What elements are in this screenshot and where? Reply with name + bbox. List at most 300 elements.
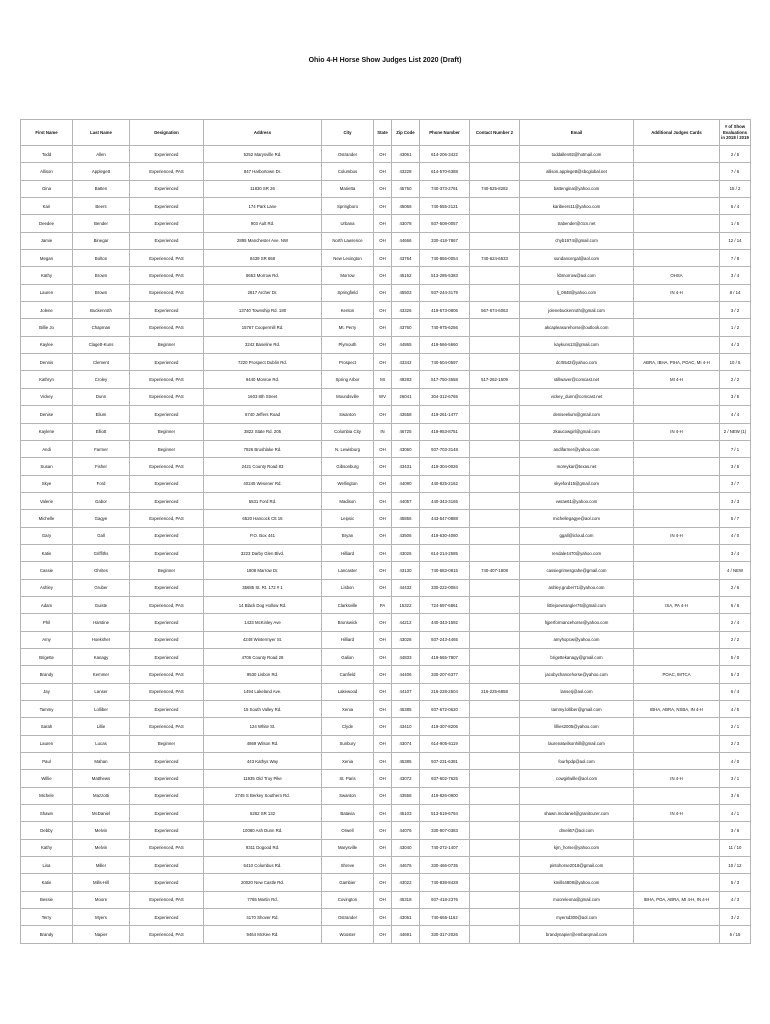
table-cell: OH — [374, 666, 392, 683]
table-cell: Experienced — [130, 701, 204, 718]
table-cell: Experienced — [130, 770, 204, 787]
table-cell: 740-683-0815 — [420, 562, 470, 579]
table-cell: jolenebuckenroth@gmail.com — [520, 302, 634, 319]
table-cell: 46725 — [392, 423, 420, 440]
table-row — [21, 787, 751, 804]
table-cell: Experienced — [130, 909, 204, 926]
table-cell: akcapleasurehorse@outlook.com — [520, 319, 634, 336]
table-cell: OH — [374, 822, 392, 839]
table-cell: Allen — [73, 146, 130, 163]
table-cell: 14 Black Dog Hollow Rd. — [204, 596, 322, 613]
table-cell: Susan — [21, 458, 73, 475]
table-cell: 44691 — [392, 926, 420, 943]
table-cell — [634, 406, 720, 423]
table-cell: Experienced — [130, 648, 204, 665]
table-cell: myersd300@aol.com — [520, 909, 634, 926]
table-cell: 44076 — [392, 822, 420, 839]
table-cell: 8439 SR 668 — [204, 250, 322, 267]
table-cell: Kaylee — [21, 336, 73, 353]
table-cell: 44090 — [392, 475, 420, 492]
table-cell: OH — [374, 319, 392, 336]
table-cell: Jay — [21, 683, 73, 700]
table-cell: Andi — [21, 440, 73, 457]
table-body — [21, 146, 751, 944]
table-row — [21, 857, 751, 874]
table-cell: skyeford15@gmail.com — [520, 475, 634, 492]
table-cell: 847 Harbortown Dr. — [204, 163, 322, 180]
table-cell: 13740 Township Rd. 180 — [204, 302, 322, 319]
table-cell — [470, 198, 520, 215]
table-cell: Experienced — [130, 614, 204, 631]
table-cell — [470, 215, 520, 232]
table-cell: 43228 — [392, 163, 420, 180]
table-cell: IN — [374, 423, 392, 440]
table-cell — [470, 839, 520, 856]
table-cell: 419-307-8206 — [420, 718, 470, 735]
table-cell: 7220 Prospect Dublin Rd. — [204, 354, 322, 371]
table-cell: Mazzotti — [73, 787, 130, 804]
table-cell: OH — [374, 874, 392, 891]
table-cell: OH — [374, 718, 392, 735]
table-cell — [470, 163, 520, 180]
table-cell: dmeli67@aol.com — [520, 822, 634, 839]
table-cell: OH — [374, 250, 392, 267]
table-cell: Kathryn — [21, 371, 73, 388]
table-cell: Cassie — [21, 562, 73, 579]
table-cell: Lakewood — [322, 683, 374, 700]
table-cell: 43022 — [392, 874, 420, 891]
table-cell: OH — [374, 909, 392, 926]
table-cell: allison.applegett@sbcglobal.net — [520, 163, 634, 180]
table-cell: Lillie — [73, 718, 130, 735]
table-cell: 614-214-2585 — [420, 544, 470, 561]
table-cell: Ashley — [21, 579, 73, 596]
table-cell: Experienced — [130, 354, 204, 371]
table-cell: 15767 Coopermill Rd. — [204, 319, 322, 336]
table-cell — [470, 492, 520, 509]
table-row — [21, 874, 751, 891]
table-cell: 419-304-0026 — [420, 458, 470, 475]
table-cell: 7765 Martin Rd. — [204, 891, 322, 908]
table-cell: IN 4-H — [634, 770, 720, 787]
table-cell: Bessie — [21, 891, 73, 908]
table-cell: Billie Jo — [21, 319, 73, 336]
table-cell: 937-672-0620 — [420, 701, 470, 718]
table-cell: 3 / 1 — [720, 770, 751, 787]
table-cell: 43040 — [392, 839, 420, 856]
table-cell: 2 / 1 — [720, 718, 751, 735]
table-cell: OH — [374, 336, 392, 353]
table-cell: Urbana — [322, 215, 374, 232]
table-cell: 513-285-5383 — [420, 267, 470, 284]
table-cell: OH — [374, 510, 392, 527]
table-cell: Gabor — [73, 492, 130, 509]
table-cell: Experienced — [130, 753, 204, 770]
table-row — [21, 319, 751, 336]
table-cell: Experienced, PAS — [130, 163, 204, 180]
table-cell: ABRA, IBHA, PtHA, POAC, MI 4-H — [634, 354, 720, 371]
table-cell: Chapman — [73, 319, 130, 336]
table-cell — [634, 492, 720, 509]
table-cell: 937-231-6381 — [420, 753, 470, 770]
table-cell: Experienced, PAS — [130, 596, 204, 613]
table-cell: Brown — [73, 284, 130, 301]
table-cell — [634, 839, 720, 856]
table-cell: Spring Arbor — [322, 371, 374, 388]
table-cell: 2 / 3 — [720, 735, 751, 752]
table-cell: 2 / 2 — [720, 371, 751, 388]
table-cell: 614-206-3422 — [420, 146, 470, 163]
table-cell: chyb1974@gmail.com — [520, 232, 634, 249]
table-cell: 740-666-1162 — [420, 909, 470, 926]
table-cell: Brown — [73, 267, 130, 284]
table-cell: Griffiths — [73, 544, 130, 561]
table-cell: 4 / 0 — [720, 527, 751, 544]
column-header: State — [374, 120, 392, 146]
table-row — [21, 735, 751, 752]
table-cell: 11935 Old Troy Pike — [204, 770, 322, 787]
table-cell: 11830 SR 26 — [204, 180, 322, 197]
table-cell: 49283 — [392, 371, 420, 388]
table-row — [21, 839, 751, 856]
table-cell: Clagett-Kuns — [73, 336, 130, 353]
table-cell: Experienced, PAS — [130, 683, 204, 700]
table-cell: OH — [374, 146, 392, 163]
table-cell — [470, 718, 520, 735]
table-cell: Kathy — [21, 267, 73, 284]
table-cell — [470, 579, 520, 596]
table-cell — [634, 579, 720, 596]
table-cell: Lolliber — [73, 701, 130, 718]
table-cell: 740-624-6633 — [470, 250, 520, 267]
table-cell: IN 4-H — [634, 805, 720, 822]
table-cell: 45318 — [392, 891, 420, 908]
table-cell: IBHA, POA, ABRA, MI 4-H, IN 4-H — [634, 891, 720, 908]
table-cell: Experienced — [130, 492, 204, 509]
table-cell: Experienced — [130, 544, 204, 561]
table-cell: 330-907-0383 — [420, 822, 470, 839]
table-cell: 3 / 4 — [720, 544, 751, 561]
table-cell: Mt. Perry — [322, 319, 374, 336]
table-cell: 3 / 2 — [720, 302, 751, 319]
table-cell: Skye — [21, 475, 73, 492]
table-cell: 45103 — [392, 805, 420, 822]
table-cell: Ostrander — [322, 146, 374, 163]
table-cell — [634, 440, 720, 457]
table-row — [21, 475, 751, 492]
table-cell: 304-312-6765 — [420, 388, 470, 405]
table-cell: dcr5542@yahoo.com — [520, 354, 634, 371]
table-cell: OH — [374, 527, 392, 544]
table-cell — [470, 544, 520, 561]
table-cell: OH — [374, 770, 392, 787]
table-cell: Swanton — [322, 406, 374, 423]
table-cell: 330-207-6377 — [420, 666, 470, 683]
table-cell: 9311 Dogood Rd. — [204, 839, 322, 856]
table-cell: OH — [374, 805, 392, 822]
table-cell — [470, 146, 520, 163]
table-cell: 567-674-6063 — [470, 302, 520, 319]
table-cell: Paul — [21, 753, 73, 770]
table-cell: Experienced, PAS — [130, 267, 204, 284]
table-cell: Springfield — [322, 284, 374, 301]
table-cell: Lisa — [21, 857, 73, 874]
table-cell: OH — [374, 579, 392, 596]
table-cell: 419-565-7807 — [420, 648, 470, 665]
table-cell: 330-466-0735 — [420, 857, 470, 874]
table-cell: 3 / 5 — [720, 458, 751, 475]
table-cell — [470, 701, 520, 718]
table-cell: Ostrander — [322, 909, 374, 926]
table-row — [21, 683, 751, 700]
column-header: Email — [520, 120, 634, 146]
table-cell — [634, 787, 720, 804]
table-cell: 3 / 4 — [720, 267, 751, 284]
table-cell: 3 / 6 — [720, 822, 751, 839]
table-cell: 517-750-3558 — [420, 371, 470, 388]
table-cell: Kemmer — [73, 666, 130, 683]
table-cell: Bolton — [73, 250, 130, 267]
table-cell: 3223 Darby Glen Blvd. — [204, 544, 322, 561]
table-cell — [470, 805, 520, 822]
table-row — [21, 926, 751, 943]
table-cell: hjperformancehorse@yahoo.com — [520, 614, 634, 631]
table-cell: OH — [374, 544, 392, 561]
table-cell: 1603 8th Street — [204, 388, 322, 405]
table-cell: 3 / 6 — [720, 787, 751, 804]
table-cell: kjm_horse@yahoo.com — [520, 839, 634, 856]
table-cell: Experienced, PAS — [130, 666, 204, 683]
table-cell: 1433 McKinley Ave — [204, 614, 322, 631]
table-cell — [634, 822, 720, 839]
table-cell: Adam — [21, 596, 73, 613]
table-cell — [634, 718, 720, 735]
table-cell: Brandy — [21, 926, 73, 943]
table-cell: Ghrites — [73, 562, 130, 579]
table-row — [21, 527, 751, 544]
table-cell: Todd — [21, 146, 73, 163]
table-cell — [520, 787, 634, 804]
table-cell: 2 / 5 — [720, 146, 751, 163]
table-cell: 4 / 0 — [720, 753, 751, 770]
table-cell: OH — [374, 683, 392, 700]
table-cell: Bender — [73, 215, 130, 232]
table-cell: 43026 — [392, 544, 420, 561]
table-cell: 45503 — [392, 284, 420, 301]
table-row — [21, 284, 751, 301]
table-cell: Experienced — [130, 857, 204, 874]
table-cell: 513-519-6794 — [420, 805, 470, 822]
table-cell — [470, 666, 520, 683]
table-row — [21, 354, 751, 371]
table-cell: Lauren — [21, 735, 73, 752]
table-cell: Fisher — [73, 458, 130, 475]
table-cell: Hoeksher — [73, 631, 130, 648]
table-cell: Brigette — [21, 648, 73, 665]
table-cell: 20020 New Castle Rd. — [204, 874, 322, 891]
table-cell: 740-407-1808 — [470, 562, 520, 579]
table-cell: Batten — [73, 180, 130, 197]
table-cell: OH — [374, 215, 392, 232]
table-cell: 44666 — [392, 232, 420, 249]
table-cell: 26041 — [392, 388, 420, 405]
table-cell: 4706 County Road 28 — [204, 648, 322, 665]
table-cell: Beers — [73, 198, 130, 215]
table-cell: 8653 Morrow Rd. — [204, 267, 322, 284]
table-cell: 43760 — [392, 319, 420, 336]
table-cell: OH — [374, 406, 392, 423]
column-header: Phone Number — [420, 120, 470, 146]
table-cell: 740-838-8428 — [420, 874, 470, 891]
table-cell: Madison — [322, 492, 374, 509]
table-cell: 1 / 2 — [720, 319, 751, 336]
table-cell: Experienced — [130, 805, 204, 822]
table-cell: Experienced — [130, 874, 204, 891]
table-cell: OH — [374, 648, 392, 665]
table-cell: Beginner — [130, 336, 204, 353]
table-cell: 124 White St. — [204, 718, 322, 735]
table-cell: Experienced — [130, 579, 204, 596]
table-cell: 937-703-3148 — [420, 440, 470, 457]
table-cell: 7926 Brushlake Rd. — [204, 440, 322, 457]
table-cell: tammy.lolliber@gmail.com — [520, 701, 634, 718]
table-cell: 740-272-1407 — [420, 839, 470, 856]
table-cell: OH — [374, 440, 392, 457]
table-row — [21, 701, 751, 718]
table-cell: Orwell — [322, 822, 374, 839]
table-cell: 2895 Manchester Ave. NW — [204, 232, 322, 249]
table-row — [21, 666, 751, 683]
table-cell: Debby — [21, 822, 73, 839]
table-cell — [634, 562, 720, 579]
table-cell: Jolene — [21, 302, 73, 319]
table-row — [21, 562, 751, 579]
table-cell — [634, 458, 720, 475]
table-cell: Allison — [21, 163, 73, 180]
table-cell: OH — [374, 857, 392, 874]
table-cell: Gibsonburg — [322, 458, 374, 475]
table-cell: OH — [374, 891, 392, 908]
table-cell: Shawn — [21, 805, 73, 822]
table-cell: 44107 — [392, 683, 420, 700]
table-cell: Dunn — [73, 388, 130, 405]
table-cell — [470, 787, 520, 804]
table-cell: Lanser — [73, 683, 130, 700]
table-cell: Experienced, PAS — [130, 388, 204, 405]
table-cell: 45152 — [392, 267, 420, 284]
table-cell — [470, 822, 520, 839]
table-header-row — [21, 120, 751, 146]
table-cell: 216-228-2504 — [420, 683, 470, 700]
table-cell: 7 / 8 — [720, 250, 751, 267]
table-cell: vickey_dunn@comcast.net — [520, 388, 634, 405]
table-row — [21, 596, 751, 613]
table-cell: 6 / 4 — [720, 198, 751, 215]
table-cell — [634, 735, 720, 752]
table-cell — [470, 891, 520, 908]
table-cell: ggall@icloud.com — [520, 527, 634, 544]
table-cell: 43072 — [392, 770, 420, 787]
table-cell: 10 / 5 — [720, 354, 751, 371]
table-cell: pintohorse2018@gmail.com — [520, 857, 634, 874]
table-cell — [634, 648, 720, 665]
table-cell: 614-570-6388 — [420, 163, 470, 180]
table-cell: brigettekanagy@gmail.com — [520, 648, 634, 665]
table-cell: vwrae61@yahoo.com — [520, 492, 634, 509]
table-cell: Experienced, PAS — [130, 284, 204, 301]
column-header: Zip Code — [392, 120, 420, 146]
table-cell: 440-343-1592 — [420, 614, 470, 631]
table-cell: 12 / 14 — [720, 232, 751, 249]
table-cell: WV — [374, 388, 392, 405]
table-cell: andifarmer@yahoo.com — [520, 440, 634, 457]
table-cell: 7 / 1 — [720, 440, 751, 457]
table-cell: Experienced — [130, 146, 204, 163]
table-cell: Elium — [73, 406, 130, 423]
table-cell: 740-555-2121 — [420, 198, 470, 215]
table-cell: Experienced — [130, 822, 204, 839]
table-row — [21, 648, 751, 665]
table-cell: 2 / 2 — [720, 631, 751, 648]
table-row — [21, 891, 751, 908]
table-cell: Sunbury — [322, 735, 374, 752]
table-cell: 937-418-2376 — [420, 891, 470, 908]
table-cell: Farmer — [73, 440, 130, 457]
table-cell: Mills-Hill — [73, 874, 130, 891]
table-cell: Kenton — [322, 302, 374, 319]
table-cell: OH — [374, 180, 392, 197]
table-cell: IN 4-H — [634, 284, 720, 301]
table-row — [21, 146, 751, 163]
table-cell: Shreve — [322, 857, 374, 874]
table-cell — [634, 753, 720, 770]
table-cell: 517-262-1509 — [470, 371, 520, 388]
table-cell: St. Paris — [322, 770, 374, 787]
column-header: First Name — [21, 120, 73, 146]
table-cell: Experienced, PAS — [130, 926, 204, 943]
table-cell: sundancergal@aol.com — [520, 250, 634, 267]
table-cell: OH — [374, 839, 392, 856]
table-cell: Lancaster — [322, 562, 374, 579]
table-cell: 4170 Shover Rd. — [204, 909, 322, 926]
table-cell: 419-673-0806 — [420, 302, 470, 319]
table-cell: OH — [374, 284, 392, 301]
table-cell: Gina — [21, 180, 73, 197]
table-cell: Experienced — [130, 475, 204, 492]
table-cell: 43060 — [392, 440, 420, 457]
table-cell: mooreleona@gmail.com — [520, 891, 634, 908]
table-cell: Melvin — [73, 839, 130, 856]
table-cell: Batavia — [322, 805, 374, 822]
table-cell: shawn.mcdaniel@granitcurer.com — [520, 805, 634, 822]
table-cell: Xenia — [322, 701, 374, 718]
table-cell — [634, 388, 720, 405]
table-cell — [634, 319, 720, 336]
table-cell: rendale4470@yahoo.com — [520, 544, 634, 561]
table-cell: Marysville — [322, 839, 374, 856]
table-cell: 440-825-2162 — [420, 475, 470, 492]
table-cell: 2 / 4 — [720, 614, 751, 631]
table-cell: deniseelium@gmail.com — [520, 406, 634, 423]
table-cell: 43326 — [392, 302, 420, 319]
table-cell: Galion — [322, 648, 374, 665]
table-cell: 43342 — [392, 354, 420, 371]
table-cell: OH — [374, 354, 392, 371]
table-cell: Lucas — [73, 735, 130, 752]
table-cell — [470, 648, 520, 665]
table-cell: OH — [374, 787, 392, 804]
table-cell: Clarksville — [322, 596, 374, 613]
